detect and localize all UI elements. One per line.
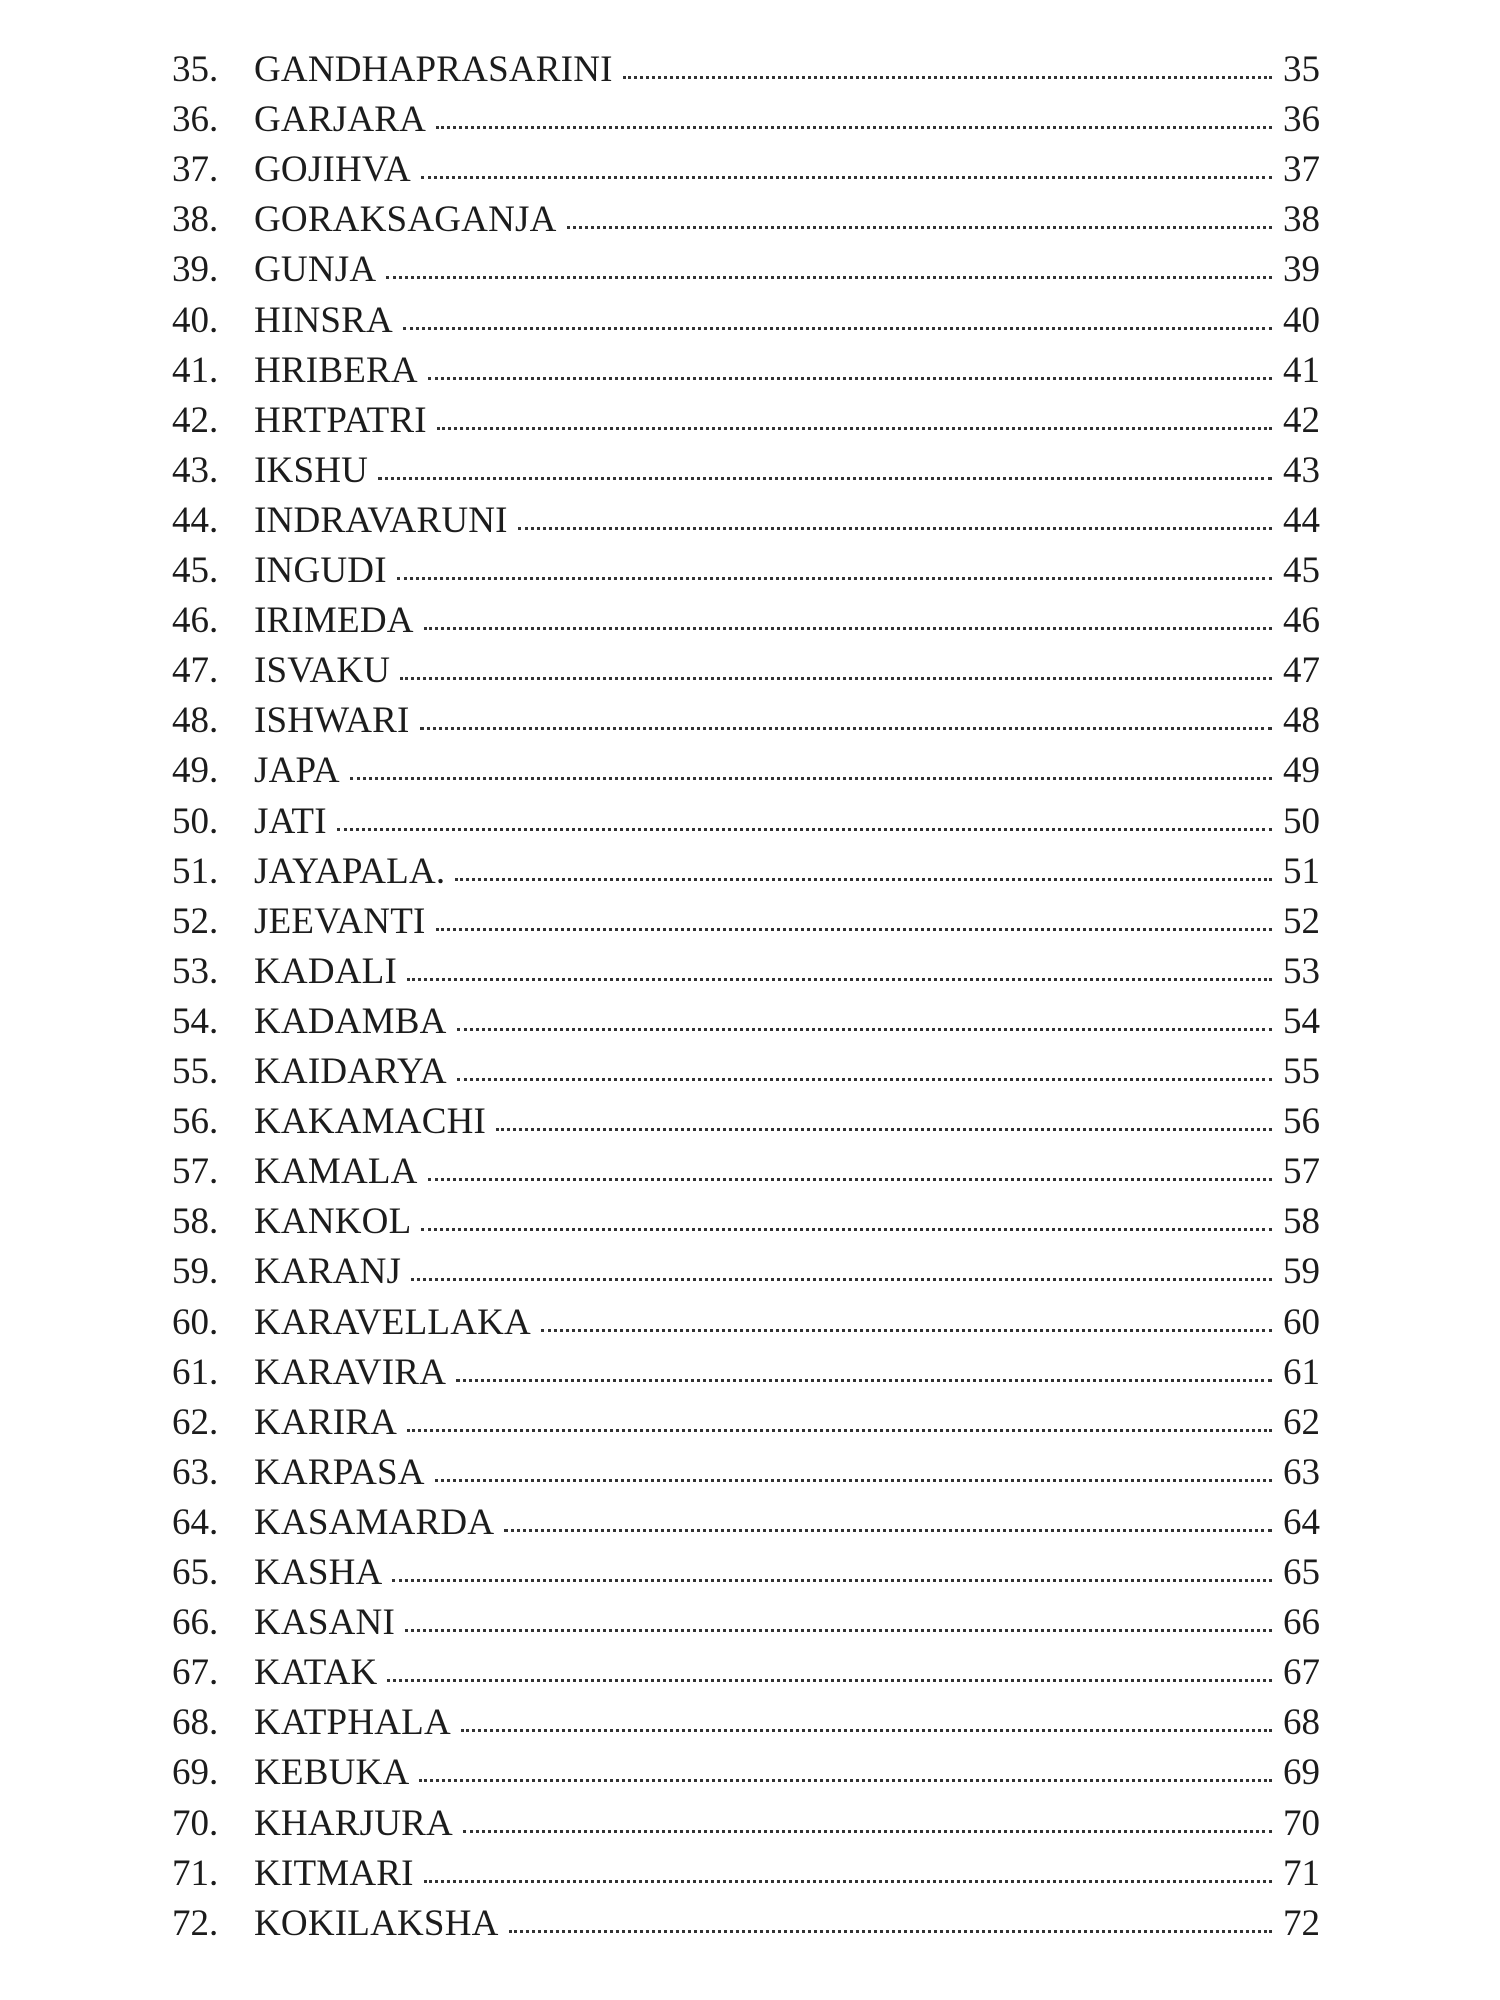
dot-leader bbox=[436, 122, 1272, 129]
toc-entry[interactable] bbox=[172, 346, 1320, 396]
toc-entry-page-number: 42 bbox=[1283, 399, 1320, 441]
dot-leader bbox=[420, 723, 1272, 730]
toc-entry[interactable] bbox=[172, 1097, 1320, 1147]
toc-entry-number: 37. bbox=[172, 149, 219, 191]
toc-entry-number: 68. bbox=[172, 1702, 219, 1744]
toc-entry-page-number: 65 bbox=[1283, 1552, 1320, 1593]
dot-leader bbox=[541, 1325, 1272, 1332]
dot-leader bbox=[350, 773, 1272, 780]
toc-entry-title: GARJARA bbox=[254, 99, 427, 141]
toc-entry-page-number: 57 bbox=[1283, 1151, 1320, 1193]
toc-entry-page-number: 43 bbox=[1283, 449, 1320, 491]
dot-leader bbox=[435, 1475, 1272, 1482]
dot-leader bbox=[424, 1876, 1272, 1883]
toc-entry-title: HRTPATRI bbox=[254, 399, 427, 441]
toc-entry-page-number: 66 bbox=[1283, 1602, 1320, 1644]
toc-entry[interactable] bbox=[172, 1598, 1320, 1648]
dot-leader bbox=[437, 423, 1272, 430]
toc-entry[interactable] bbox=[172, 145, 1320, 195]
toc-entry-title: GOJIHVA bbox=[254, 149, 411, 191]
toc-entry-title: KADAMBA bbox=[254, 1000, 447, 1042]
dot-leader bbox=[405, 1625, 1272, 1632]
toc-entry-page-number: 48 bbox=[1283, 700, 1320, 742]
toc-entry[interactable] bbox=[172, 95, 1320, 145]
toc-entry-title: ISVAKU bbox=[254, 650, 391, 692]
dot-leader bbox=[400, 673, 1272, 680]
dot-leader bbox=[421, 1224, 1272, 1231]
toc-entry[interactable] bbox=[172, 1498, 1320, 1548]
toc-entry-page-number: 39 bbox=[1283, 249, 1320, 291]
toc-entry[interactable] bbox=[172, 1047, 1320, 1097]
toc-entry-title: HRIBERA bbox=[254, 349, 418, 391]
toc-entry-page-number: 58 bbox=[1283, 1201, 1320, 1243]
toc-entry-number: 63. bbox=[172, 1451, 219, 1493]
toc-entry[interactable] bbox=[172, 496, 1320, 546]
toc-entry-title: KASAMARDA bbox=[254, 1501, 495, 1543]
toc-entry-number: 51. bbox=[172, 850, 219, 892]
toc-entry[interactable] bbox=[172, 1197, 1320, 1247]
toc-entry[interactable] bbox=[172, 1698, 1320, 1748]
toc-entry[interactable] bbox=[172, 245, 1320, 295]
toc-entry-number: 70. bbox=[172, 1802, 219, 1844]
toc-entry-page-number: 67 bbox=[1283, 1652, 1320, 1694]
toc-entry-title: GORAKSAGANJA bbox=[254, 199, 557, 241]
toc-entry-title: KEBUKA bbox=[254, 1752, 410, 1794]
toc-entry[interactable] bbox=[172, 897, 1320, 947]
toc-entry-title: JAPA bbox=[254, 750, 340, 792]
dot-leader bbox=[428, 1174, 1272, 1181]
toc-entry-number: 47. bbox=[172, 650, 219, 692]
toc-entry-number: 43. bbox=[172, 449, 219, 491]
toc-entry-page-number: 40 bbox=[1283, 299, 1320, 341]
toc-entry-page-number: 69 bbox=[1283, 1752, 1320, 1794]
toc-entry-title: KASHA bbox=[254, 1552, 383, 1593]
toc-entry-title: GUNJA bbox=[254, 249, 377, 291]
toc-entry-title: KARPASA bbox=[254, 1451, 425, 1493]
toc-entry[interactable] bbox=[172, 1398, 1320, 1448]
toc-entry-title: JAYAPALA. bbox=[254, 850, 446, 892]
toc-entry-number: 55. bbox=[172, 1051, 219, 1092]
dot-leader bbox=[392, 1575, 1272, 1582]
toc-entry-number: 38. bbox=[172, 199, 219, 241]
toc-entry-number: 54. bbox=[172, 1000, 219, 1042]
toc-entry-page-number: 47 bbox=[1283, 650, 1320, 692]
toc-entry[interactable] bbox=[172, 997, 1320, 1047]
toc-entry[interactable] bbox=[172, 195, 1320, 245]
dot-leader bbox=[509, 1926, 1272, 1933]
toc-entry-page-number: 41 bbox=[1283, 349, 1320, 391]
toc-entry-page-number: 35 bbox=[1283, 49, 1320, 90]
toc-entry-title: INGUDI bbox=[254, 550, 387, 591]
toc-entry-number: 36. bbox=[172, 99, 219, 141]
toc-entry[interactable] bbox=[172, 696, 1320, 746]
toc-entry-title: KAIDARYA bbox=[254, 1051, 447, 1092]
toc-entry-title: JATI bbox=[254, 800, 327, 842]
toc-entry-number: 49. bbox=[172, 750, 219, 792]
dot-leader bbox=[504, 1525, 1272, 1532]
toc-entry-title: KHARJURA bbox=[254, 1802, 453, 1844]
dot-leader bbox=[337, 824, 1272, 831]
dot-leader bbox=[421, 172, 1272, 179]
toc-entry-page-number: 63 bbox=[1283, 1451, 1320, 1493]
toc-entry-page-number: 52 bbox=[1283, 900, 1320, 942]
toc-entry[interactable] bbox=[172, 596, 1320, 646]
toc-entry[interactable] bbox=[172, 546, 1320, 596]
toc-entry[interactable] bbox=[172, 1147, 1320, 1197]
toc-entry-page-number: 64 bbox=[1283, 1501, 1320, 1543]
toc-entry[interactable] bbox=[172, 1648, 1320, 1698]
toc-entry[interactable] bbox=[172, 396, 1320, 446]
toc-entry-title: KARANJ bbox=[254, 1251, 402, 1293]
toc-entry-page-number: 45 bbox=[1283, 550, 1320, 591]
toc-entry-number: 53. bbox=[172, 950, 219, 992]
toc-entry-number: 50. bbox=[172, 800, 219, 842]
toc-entry-number: 42. bbox=[172, 399, 219, 441]
toc-entry-number: 57. bbox=[172, 1151, 219, 1193]
toc-entry-title: KITMARI bbox=[254, 1852, 414, 1894]
dot-leader bbox=[457, 1024, 1272, 1031]
dot-leader bbox=[407, 974, 1272, 981]
toc-entry[interactable] bbox=[172, 45, 1320, 95]
toc-entry[interactable] bbox=[172, 1548, 1320, 1598]
dot-leader bbox=[456, 1375, 1272, 1382]
toc-entry-number: 69. bbox=[172, 1752, 219, 1794]
toc-entry-title: JEEVANTI bbox=[254, 900, 426, 942]
toc-entry[interactable] bbox=[172, 847, 1320, 897]
toc-entry-number: 71. bbox=[172, 1852, 219, 1894]
toc-entry-number: 40. bbox=[172, 299, 219, 341]
toc-entry-title: KARAVELLAKA bbox=[254, 1301, 531, 1343]
toc-entry-page-number: 38 bbox=[1283, 199, 1320, 241]
toc-entry-number: 52. bbox=[172, 900, 219, 942]
dot-leader bbox=[407, 1425, 1272, 1432]
toc-entry-title: KOKILAKSHA bbox=[254, 1902, 499, 1944]
toc-entry-page-number: 56 bbox=[1283, 1101, 1320, 1143]
toc-entry-title: KARAVIRA bbox=[254, 1351, 447, 1393]
toc-entry-title: INDRAVARUNI bbox=[254, 499, 508, 541]
dot-leader bbox=[428, 373, 1272, 380]
toc-entry[interactable] bbox=[172, 1849, 1320, 1899]
toc-entry-page-number: 54 bbox=[1283, 1000, 1320, 1042]
toc-entry-page-number: 71 bbox=[1283, 1852, 1320, 1894]
toc-entry-number: 72. bbox=[172, 1902, 219, 1944]
toc-entry-title: KARIRA bbox=[254, 1401, 398, 1443]
toc-entry-page-number: 49 bbox=[1283, 750, 1320, 792]
toc-entry[interactable] bbox=[172, 446, 1320, 496]
toc-entry-page-number: 44 bbox=[1283, 499, 1320, 541]
dot-leader bbox=[419, 1775, 1272, 1782]
toc-entry[interactable] bbox=[172, 1748, 1320, 1798]
dot-leader bbox=[496, 1124, 1272, 1131]
toc-entry-number: 64. bbox=[172, 1501, 219, 1543]
toc-entry-page-number: 61 bbox=[1283, 1351, 1320, 1393]
toc-entry-number: 35. bbox=[172, 49, 219, 90]
toc-entry-number: 65. bbox=[172, 1552, 219, 1593]
toc-entry[interactable] bbox=[172, 746, 1320, 796]
dot-leader bbox=[518, 523, 1272, 530]
toc-entry[interactable] bbox=[172, 1298, 1320, 1348]
dot-leader bbox=[623, 72, 1272, 79]
toc-entry-page-number: 53 bbox=[1283, 950, 1320, 992]
toc-entry-page-number: 59 bbox=[1283, 1251, 1320, 1293]
dot-leader bbox=[455, 874, 1272, 881]
dot-leader bbox=[397, 573, 1272, 580]
toc-entry-page-number: 60 bbox=[1283, 1301, 1320, 1343]
toc-entry-title: ISHWARI bbox=[254, 700, 410, 742]
toc-entry-page-number: 46 bbox=[1283, 600, 1320, 642]
toc-entry[interactable] bbox=[172, 646, 1320, 696]
toc-entry-page-number: 51 bbox=[1283, 850, 1320, 892]
toc-entry-number: 44. bbox=[172, 499, 219, 541]
toc-entry-number: 59. bbox=[172, 1251, 219, 1293]
toc-entry-number: 60. bbox=[172, 1301, 219, 1343]
toc-entry-number: 61. bbox=[172, 1351, 219, 1393]
dot-leader bbox=[436, 924, 1272, 931]
toc-entry-title: KATPHALA bbox=[254, 1702, 451, 1744]
toc-entry-number: 66. bbox=[172, 1602, 219, 1644]
toc-entry-number: 58. bbox=[172, 1201, 219, 1243]
toc-entry[interactable] bbox=[172, 1448, 1320, 1498]
dot-leader bbox=[387, 1675, 1272, 1682]
dot-leader bbox=[457, 1074, 1272, 1081]
toc-entry-title: KANKOL bbox=[254, 1201, 412, 1243]
dot-leader bbox=[461, 1725, 1272, 1732]
toc-entry[interactable] bbox=[172, 947, 1320, 997]
toc-entry-page-number: 70 bbox=[1283, 1802, 1320, 1844]
dot-leader bbox=[378, 473, 1272, 480]
toc-entry-title: GANDHAPRASARINI bbox=[254, 49, 613, 90]
toc-entry-title: IRIMEDA bbox=[254, 600, 414, 642]
toc-entry-page-number: 36 bbox=[1283, 99, 1320, 141]
toc-entry-title: KADALI bbox=[254, 950, 398, 992]
toc-entry[interactable] bbox=[172, 1899, 1320, 1949]
toc-entry-title: KASANI bbox=[254, 1602, 395, 1644]
toc-entry-number: 56. bbox=[172, 1101, 219, 1143]
toc-entry-title: KAMALA bbox=[254, 1151, 418, 1193]
toc-entry-page-number: 50 bbox=[1283, 800, 1320, 842]
toc-entry-title: IKSHU bbox=[254, 449, 369, 491]
toc-entry[interactable] bbox=[172, 1799, 1320, 1849]
toc-entry-number: 67. bbox=[172, 1652, 219, 1694]
toc-entry-number: 45. bbox=[172, 550, 219, 591]
toc-entry-page-number: 55 bbox=[1283, 1051, 1320, 1092]
toc-entry[interactable] bbox=[172, 1247, 1320, 1297]
toc-entry[interactable] bbox=[172, 296, 1320, 346]
toc-entry-title: KAKAMACHI bbox=[254, 1101, 487, 1143]
toc-entry-number: 46. bbox=[172, 600, 219, 642]
dot-leader bbox=[403, 323, 1272, 330]
dot-leader bbox=[424, 623, 1272, 630]
dot-leader bbox=[411, 1274, 1272, 1281]
toc-entry-title: KATAK bbox=[254, 1652, 378, 1694]
toc-entry-number: 41. bbox=[172, 349, 219, 391]
dot-leader bbox=[463, 1826, 1272, 1833]
toc-entry-number: 39. bbox=[172, 249, 219, 291]
toc-entry-number: 62. bbox=[172, 1401, 219, 1443]
toc-entry-page-number: 72 bbox=[1283, 1902, 1320, 1944]
dot-leader bbox=[386, 272, 1272, 279]
toc-entry-title: HINSRA bbox=[254, 299, 393, 341]
toc-entry-number: 48. bbox=[172, 700, 219, 742]
toc-entry[interactable] bbox=[172, 797, 1320, 847]
toc-entry-page-number: 62 bbox=[1283, 1401, 1320, 1443]
dot-leader bbox=[567, 222, 1272, 229]
toc-entry-page-number: 68 bbox=[1283, 1702, 1320, 1744]
toc-entry[interactable] bbox=[172, 1348, 1320, 1398]
toc-entry-page-number: 37 bbox=[1283, 149, 1320, 191]
